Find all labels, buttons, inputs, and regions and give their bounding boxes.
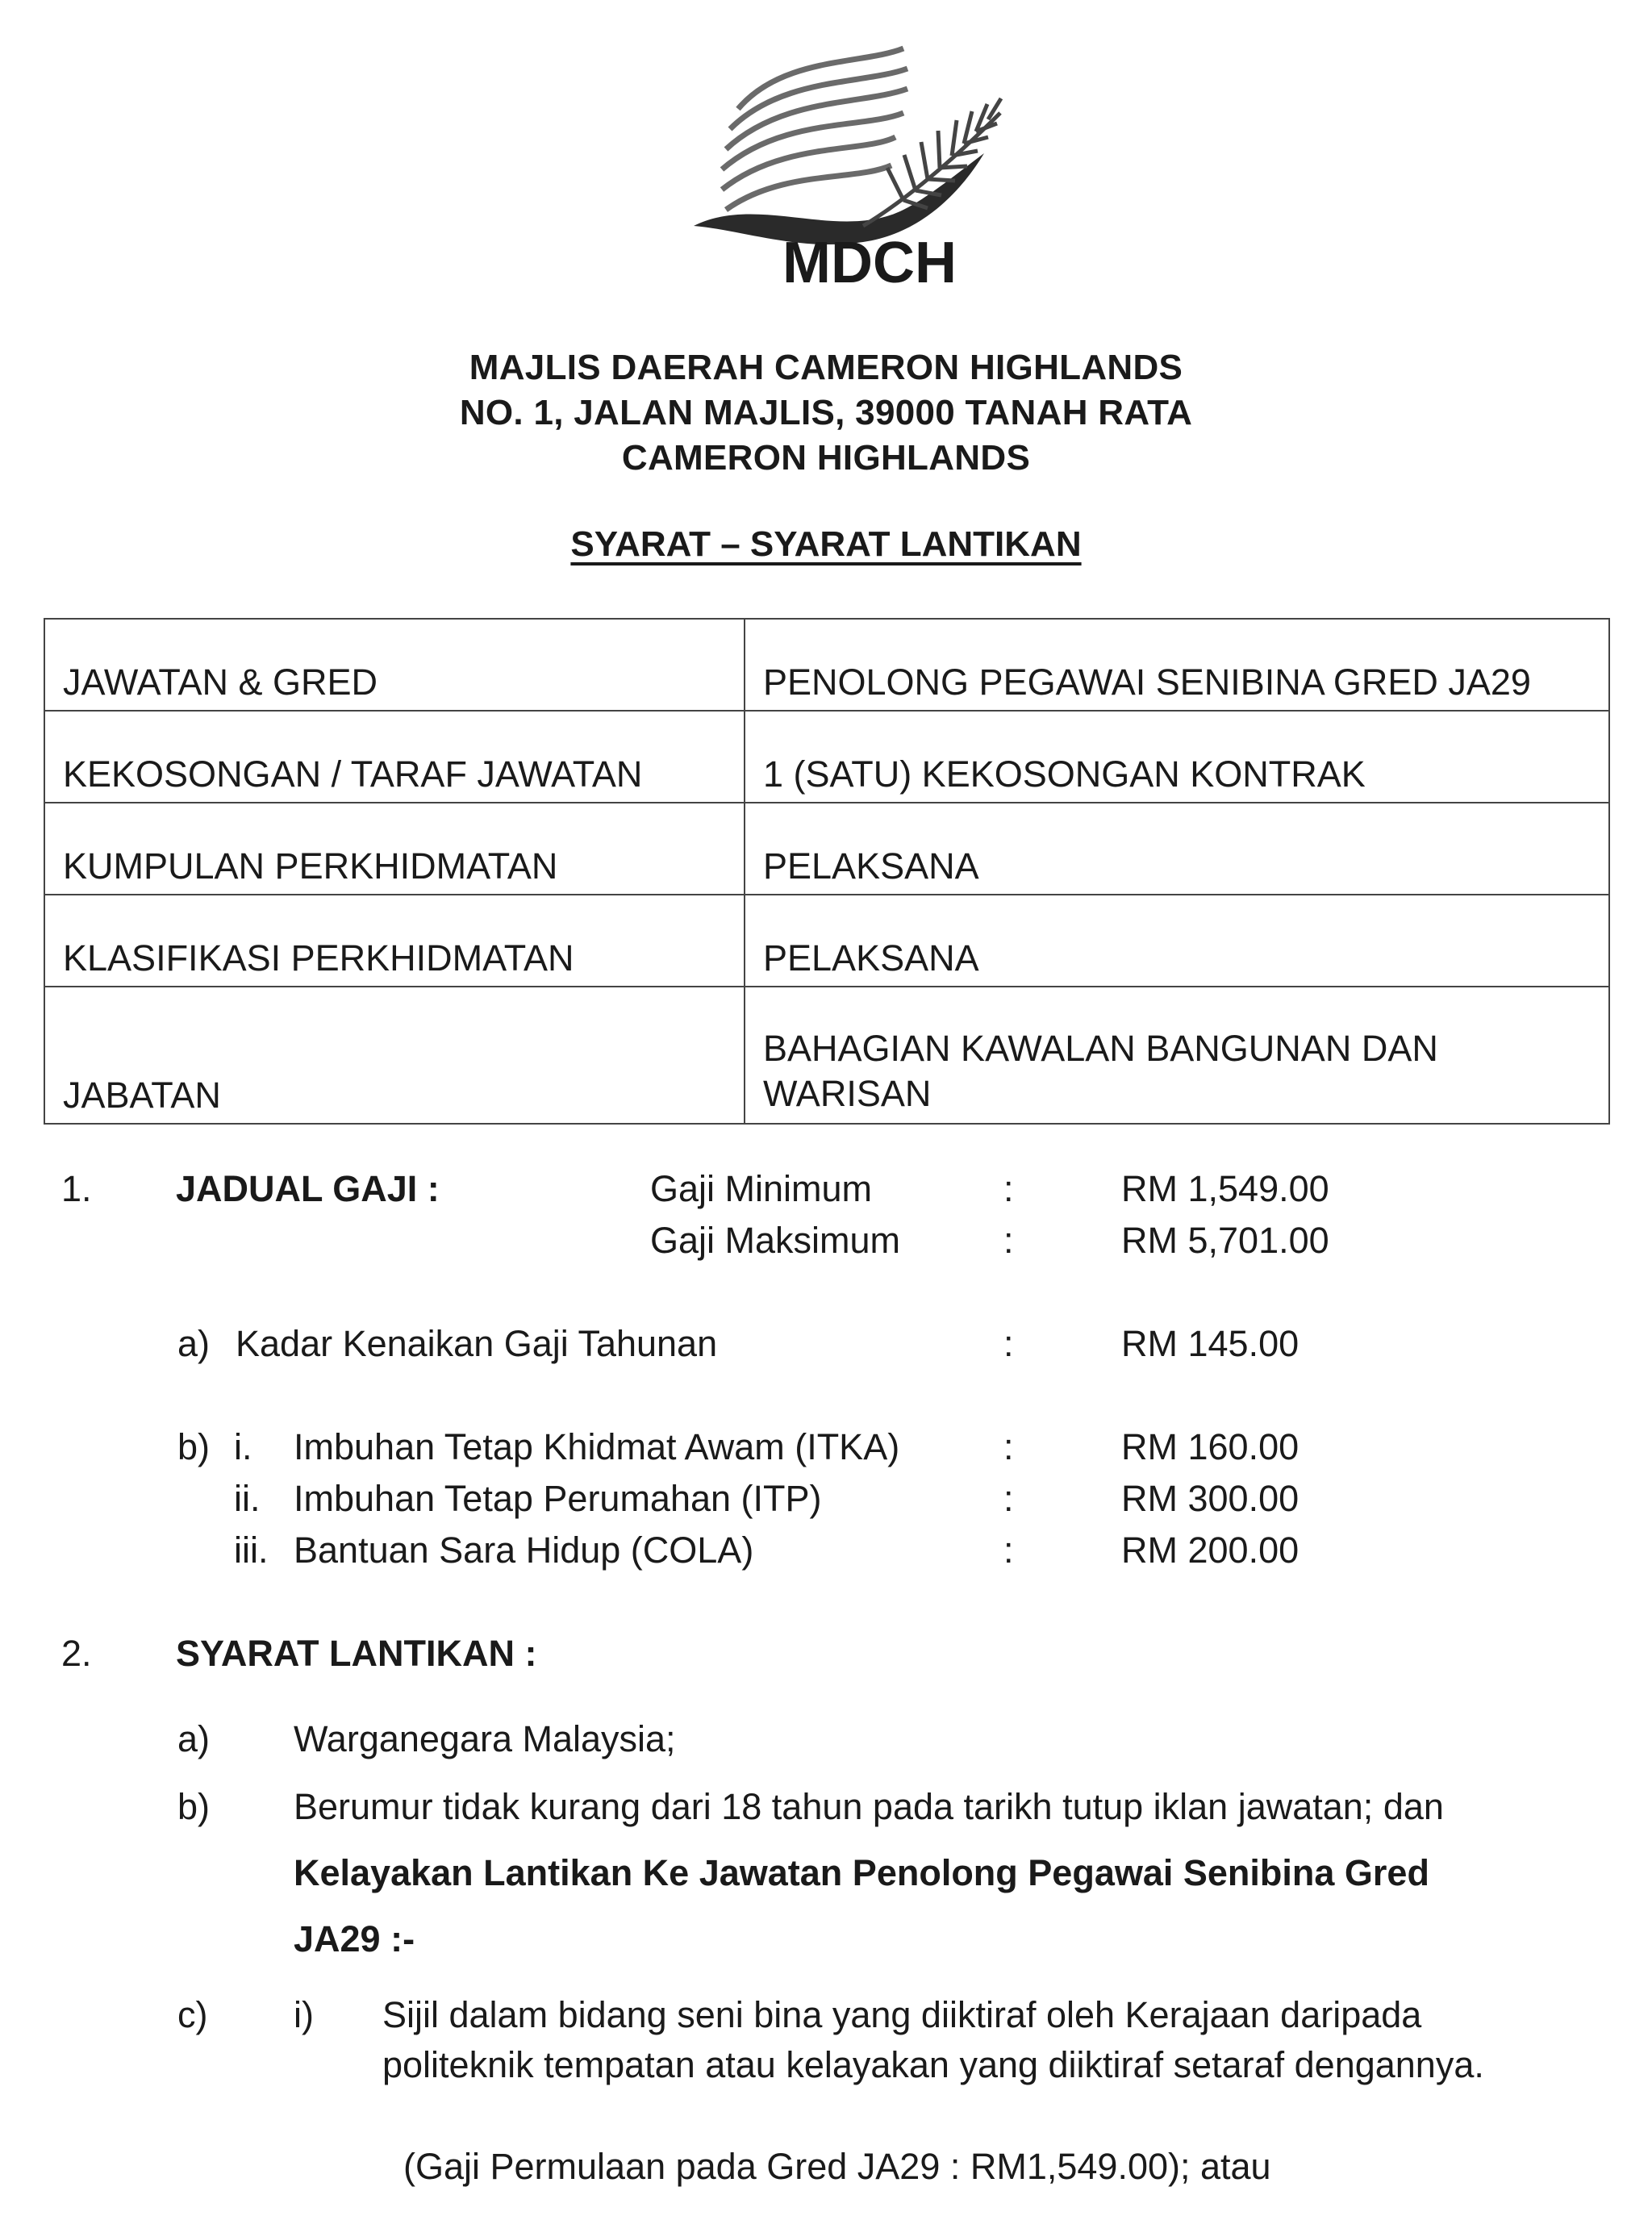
item-marker: a) <box>177 1718 211 1759</box>
table-value-cell: 1 (SATU) KEKOSONGAN KONTRAK <box>745 711 1609 803</box>
sub-item-marker: i. <box>234 1426 252 1467</box>
table-key-cell: KEKOSONGAN / TARAF JAWATAN <box>44 711 745 803</box>
allowance-value: RM 200.00 <box>1121 1529 1299 1571</box>
qualification-heading-line-1: Kelayakan Lantikan Ke Jawatan Penolong Pegawai Senibina Gred <box>294 1852 1429 1893</box>
sub-item-marker: iii. <box>234 1529 269 1571</box>
logo-text: MDCH <box>782 231 957 290</box>
allowance-label: Imbuhan Tetap Khidmat Awam (ITKA) <box>294 1426 900 1467</box>
table-row <box>44 619 1609 711</box>
colon: : <box>1003 1529 1014 1571</box>
council-logo <box>661 40 1016 290</box>
qualification-text-line-1: Sijil dalam bidang seni bina yang diiktiraf oleh Kerajaan daripada <box>382 1994 1422 2035</box>
sub-item-marker: ii. <box>234 1478 261 1519</box>
starting-salary-note: (Gaji Permulaan pada Gred JA29 : RM1,549.00); atau <box>403 2146 1271 2187</box>
council-logo-graphic <box>661 40 1016 290</box>
table-value-cell: PENOLONG PEGAWAI SENIBINA GRED JA29 <box>745 619 1609 711</box>
allowance-value: RM 160.00 <box>1121 1426 1299 1467</box>
document-title: SYARAT – SYARAT LANTIKAN <box>570 524 1082 564</box>
table-value-cell: BAHAGIAN KAWALAN BANGUNAN DAN WARISAN <box>745 987 1609 1124</box>
document-header <box>0 345 1652 481</box>
table-key-cell: JABATAN <box>44 987 745 1124</box>
salary-min-label: Gaji Minimum <box>650 1168 873 1209</box>
header-line-organization: MAJLIS DAERAH CAMERON HIGHLANDS <box>469 348 1183 387</box>
allowance-value: RM 300.00 <box>1121 1478 1299 1519</box>
section-1-heading: JADUAL GAJI : <box>176 1168 440 1209</box>
table-row <box>44 895 1609 987</box>
allowance-label: Bantuan Sara Hidup (COLA) <box>294 1529 754 1571</box>
table-key-cell: KUMPULAN PERKHIDMATAN <box>44 803 745 895</box>
salary-max-value: RM 5,701.00 <box>1121 1220 1329 1261</box>
section-1-number: 1. <box>61 1168 92 1209</box>
section-2-heading: SYARAT LANTIKAN : <box>176 1633 537 1674</box>
salary-max-label: Gaji Maksimum <box>650 1220 901 1261</box>
table-key-cell: JAWATAN & GRED <box>44 619 745 711</box>
section-2-number: 2. <box>61 1633 92 1674</box>
table-value-cell: PELAKSANA <box>745 895 1609 987</box>
requirement-age: Berumur tidak kurang dari 18 tahun pada tarikh tutup iklan jawatan; dan <box>294 1786 1444 1827</box>
item-marker: a) <box>177 1323 211 1364</box>
qualification-heading-line-2: JA29 :- <box>294 1918 415 1959</box>
colon: : <box>1003 1478 1014 1519</box>
table-row <box>44 987 1609 1124</box>
item-marker: c) <box>177 1994 208 2035</box>
colon: : <box>1003 1323 1014 1364</box>
table-value-cell: PELAKSANA <box>745 803 1609 895</box>
table-row <box>44 711 1609 803</box>
colon: : <box>1003 1168 1014 1209</box>
salary-min-value: RM 1,549.00 <box>1121 1168 1329 1209</box>
header-line-city: CAMERON HIGHLANDS <box>621 438 1031 478</box>
allowance-label: Imbuhan Tetap Perumahan (ITP) <box>294 1478 822 1519</box>
sub-item-marker: i) <box>294 1994 314 2035</box>
colon: : <box>1003 1426 1014 1467</box>
item-marker: b) <box>177 1786 211 1827</box>
header-line-address: NO. 1, JALAN MAJLIS, 39000 TANAH RATA <box>459 393 1193 432</box>
item-marker: b) <box>177 1426 211 1467</box>
table-row <box>44 803 1609 895</box>
requirement-citizenship: Warganegara Malaysia; <box>294 1718 676 1759</box>
table-key-cell: KLASIFIKASI PERKHIDMATAN <box>44 895 745 987</box>
colon: : <box>1003 1220 1014 1261</box>
annual-increment-value: RM 145.00 <box>1121 1323 1299 1364</box>
position-info-table <box>44 618 1610 1125</box>
qualification-text-line-2: politeknik tempatan atau kelayakan yang diiktiraf setaraf dengannya. <box>382 2044 1484 2085</box>
annual-increment-label: Kadar Kenaikan Gaji Tahunan <box>236 1323 718 1364</box>
